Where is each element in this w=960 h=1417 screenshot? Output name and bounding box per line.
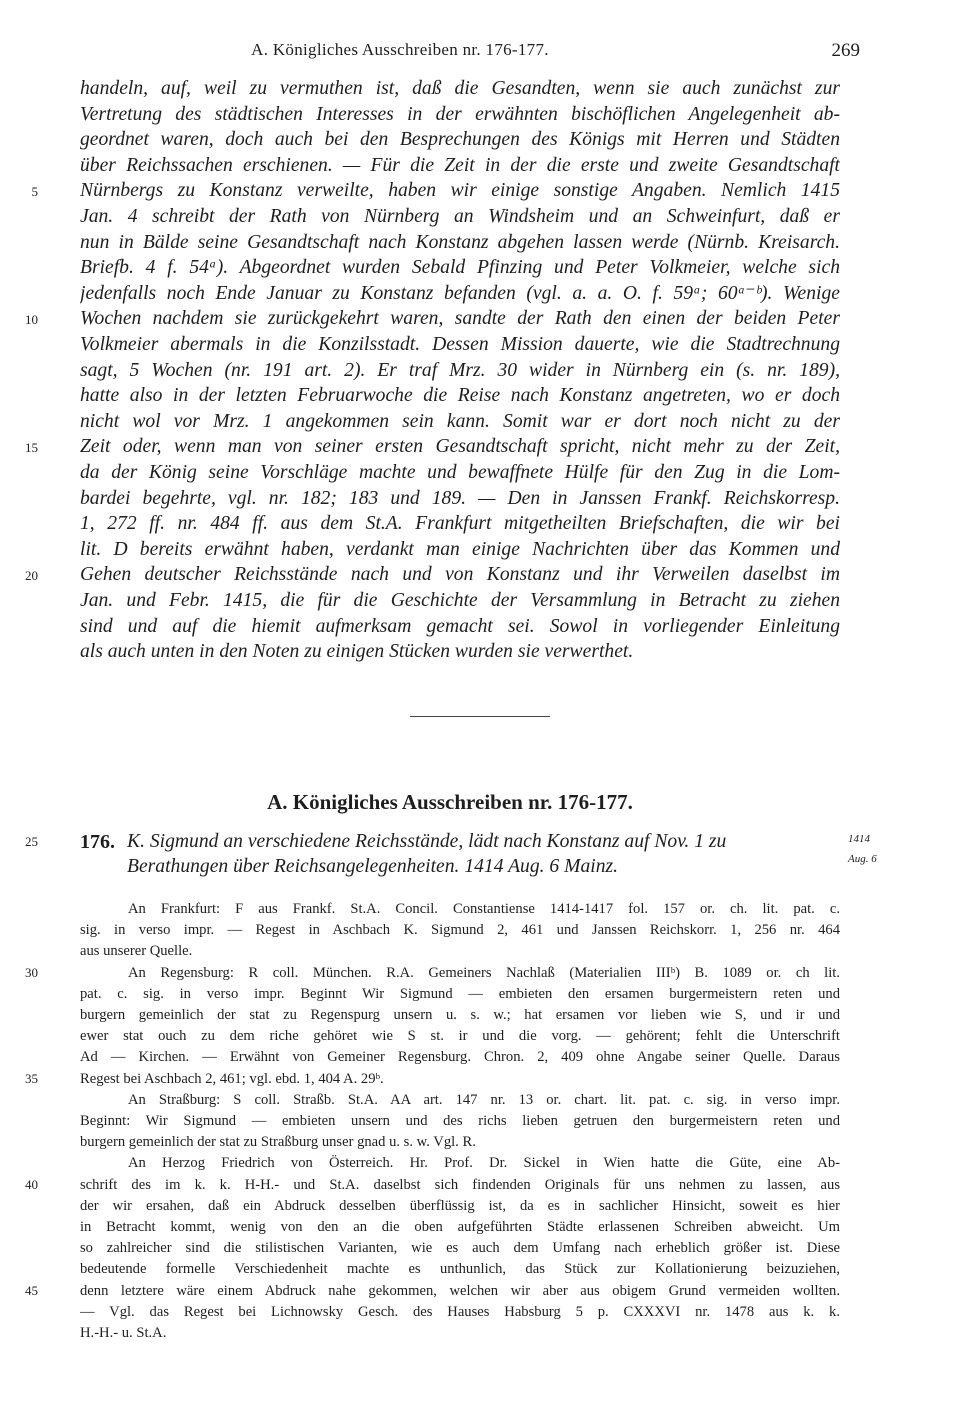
note-line: Ad — Kirchen. — Erwähnt von Gemeiner Regensburg. Chron. 2, 409 ohne Angabe seiner Quelle. Daraus bbox=[80, 1049, 840, 1066]
intro-line: Vertretung des städtischen Interesses in der erwähnten bischöflichen Angelegenheit ab- bbox=[80, 103, 840, 125]
note-line: bedeutende formelle Verschiedenheit machte es unthunlich, das Stück zur Kollationierung beizuziehen, bbox=[80, 1261, 840, 1278]
note-line: An Straßburg: S coll. Straßb. St.A. AA art. 147 nr. 13 or. chart. lit. pat. c. sig. in verso impr. bbox=[128, 1091, 840, 1108]
line-number: 25 bbox=[25, 834, 38, 849]
line-number: 30 bbox=[25, 964, 38, 980]
intro-line: Jan. und Febr. 1415, die für die Geschichte der Versammlung in Betracht zu ziehen bbox=[80, 590, 840, 611]
margin-year: 1414 bbox=[848, 833, 870, 845]
intro-line: Nürnbergs zu Konstanz verweilte, haben wir einige sonstige Angaben. Nemlich 1415 bbox=[80, 180, 840, 202]
note-line: aus unserer Quelle. bbox=[80, 943, 193, 960]
intro-line: Jan. 4 schreibt der Rath von Nürnberg an Windsheim und an Schweinfurt, daß er bbox=[80, 206, 840, 227]
intro-line: bardei begehrte, vgl. nr. 182; 183 und 189. — Den in Janssen Frankf. Reichskorresp. bbox=[80, 487, 840, 509]
intro-line: als auch unten in den Noten zu einigen Stücken wurden sie verwerthet. bbox=[80, 641, 634, 663]
running-head-title: A. Königliches Ausschreiben nr. 176-177. bbox=[251, 40, 549, 59]
document-heading-line-1: K. Sigmund an verschiedene Reichsstände, lädt nach Konstanz auf Nov. 1 zu bbox=[127, 831, 727, 852]
intro-line: Gehen deutscher Reichsstände nach und von Konstanz und ihr Verweilen daselbst im bbox=[80, 564, 840, 586]
intro-line: da der König seine Vorschläge machte und bewaffnete Hülfe für den Zug in die Lom- bbox=[80, 462, 840, 483]
intro-line: hatte also in der letzten Februarwoche die Reise nach Konstanz angetreten, wo er doch bbox=[80, 385, 840, 407]
intro-line: sind und auf die hiemit aufmerksam gemacht sei. Sowol in vorliegender Einleitung bbox=[80, 615, 840, 637]
intro-line: Zeit oder, wenn man von seiner ersten Gesandtschaft spricht, nicht mehr zu der Zeit, bbox=[80, 436, 840, 458]
note-line: burgern gemeinlich der stat zu Regenspurg unsern u. s. w.; hat ersamen vor lieben wie S, und ir und bbox=[80, 1007, 840, 1023]
document-heading-line-2: Berathungen über Reichsangelegenheiten. 1414 Aug. 6 Mainz. bbox=[127, 856, 619, 877]
note-line: ewer stat ouch zu dem riche gehöret wie S st. ir und die vorg. — gehörent; fehlt die Unterschrift bbox=[80, 1028, 840, 1045]
note-line: burgern gemeinlich der stat zu Straßburg unser gnad u. s. w. Vgl. R. bbox=[80, 1134, 476, 1151]
note-line: An Frankfurt: F aus Frankf. St.A. Concil. Constantiense 1414-1417 fol. 157 or. ch. lit. pat. c. bbox=[128, 901, 840, 917]
section-divider bbox=[410, 716, 550, 717]
note-line: H.-H.- u. St.A. bbox=[80, 1325, 167, 1341]
note-line: denn letztere wäre einem Abdruck nahe gekommen, welchen wir aber aus obigem Grund vermeiden wollten. bbox=[80, 1282, 840, 1299]
margin-date: Aug. 6 bbox=[848, 853, 877, 865]
intro-line: jedenfalls noch Ende Januar zu Konstanz befanden (vgl. a. a. O. f. 59ᵃ; 60ᵃ⁻ᵇ). Wenige bbox=[80, 282, 840, 304]
intro-line: über Reichssachen erschienen. — Für die Zeit in der die erste und zweite Gesandtschaft bbox=[80, 154, 840, 176]
page-number: 269 bbox=[831, 40, 860, 61]
note-line: Regest bei Aschbach 2, 461; vgl. ebd. 1, 404 A. 29ᵇ. bbox=[80, 1070, 384, 1087]
line-number: 20 bbox=[25, 568, 38, 584]
intro-line: nun in Bälde seine Gesandtschaft nach Konstanz abgehen lassen werde (Nürnb. Kreisarch. bbox=[80, 231, 840, 253]
intro-line: nicht wol vor Mrz. 1 angekommen sein kann. Somit war er dort noch nicht zu der bbox=[80, 410, 840, 432]
note-line: in Betracht kommt, wenig von den an die oben aufgeführten Städte erlassenen Schreiben abweicht. Um bbox=[80, 1219, 840, 1235]
intro-line: geordnet waren, doch auch bei den Besprechungen des Königs mit Herren und Städten bbox=[80, 129, 840, 151]
note-line: pat. c. sig. in verso impr. Beginnt Wir Sigmund — embieten den ersamen burgermeistern reten und bbox=[80, 985, 840, 1002]
line-number: 10 bbox=[25, 312, 38, 328]
intro-line: Briefb. 4 f. 54ᵃ). Abgeordnet wurden Sebald Pfinzing und Peter Volkmeier, welche sich bbox=[80, 257, 840, 279]
intro-line: sagt, 5 Wochen (nr. 191 art. 2). Er traf Mrz. 30 wider in Nürnberg ein (s. nr. 189), bbox=[80, 359, 840, 381]
line-number: 40 bbox=[25, 1176, 38, 1192]
running-head bbox=[60, 40, 860, 64]
intro-line: handeln, auf, weil zu vermuthen ist, daß die Gesandten, wenn sie auch zunächst zur bbox=[80, 78, 840, 99]
note-line: so zahlreicher sind die stilistischen Varianten, wie es auch dem Umfang nach erheblich größer ist. Diese bbox=[80, 1240, 840, 1257]
note-line: sig. in verso impr. — Regest in Aschbach K. Sigmund 2, 461 und Janssen Reichskorr. 1, 256 nr. 464 bbox=[80, 922, 840, 939]
note-line: An Regensburg: R coll. München. R.A. Gemeiners Nachlaß (Materialien IIIᵇ) B. 1089 or. ch lit. bbox=[128, 964, 840, 981]
note-line: An Herzog Friedrich von Österreich. Hr. Prof. Dr. Sickel in Wien hatte die Güte, eine Ab- bbox=[128, 1155, 840, 1172]
line-number: 35 bbox=[25, 1070, 38, 1086]
note-line: schrift des im k. k. H-H.- und St.A. daselbst sich findenden Originals für uns nehmen zu lassen, aus bbox=[80, 1176, 840, 1193]
section-title: A. Königliches Ausschreiben nr. 176-177. bbox=[267, 790, 633, 814]
note-line: Beginnt: Wir Sigmund — embieten unsern und des richs lieben getruen den burgermeistern reten und bbox=[80, 1113, 840, 1129]
line-number: 5 bbox=[31, 184, 38, 200]
line-number: 45 bbox=[25, 1282, 38, 1298]
document-number: 176. bbox=[80, 831, 115, 853]
note-line: der wir ersahen, daß ein Abdruck desselben überflüssig ist, da es in sachlicher Hinsicht, soweit es hier bbox=[80, 1197, 840, 1214]
intro-line: lit. D bereits erwähnt haben, verdankt man einige Nachrichten über das Kommen und bbox=[80, 538, 840, 560]
line-number: 15 bbox=[25, 440, 38, 456]
intro-line: Volkmeier abermals in die Konzilsstadt. Dessen Mission dauerte, wie die Stadtrechnung bbox=[80, 334, 840, 355]
note-line: — Vgl. das Regest bei Lichnowsky Gesch. des Hauses Habsburg 5 p. CXXXVI nr. 1478 aus k. k. bbox=[80, 1303, 840, 1320]
intro-line: Wochen nachdem sie zurückgekehrt waren, sandte der Rath den einen der beiden Peter bbox=[80, 308, 840, 330]
intro-line: 1, 272 ff. nr. 484 ff. aus dem St.A. Frankfurt mitgetheilten Briefschaften, die wir bei bbox=[80, 513, 840, 535]
